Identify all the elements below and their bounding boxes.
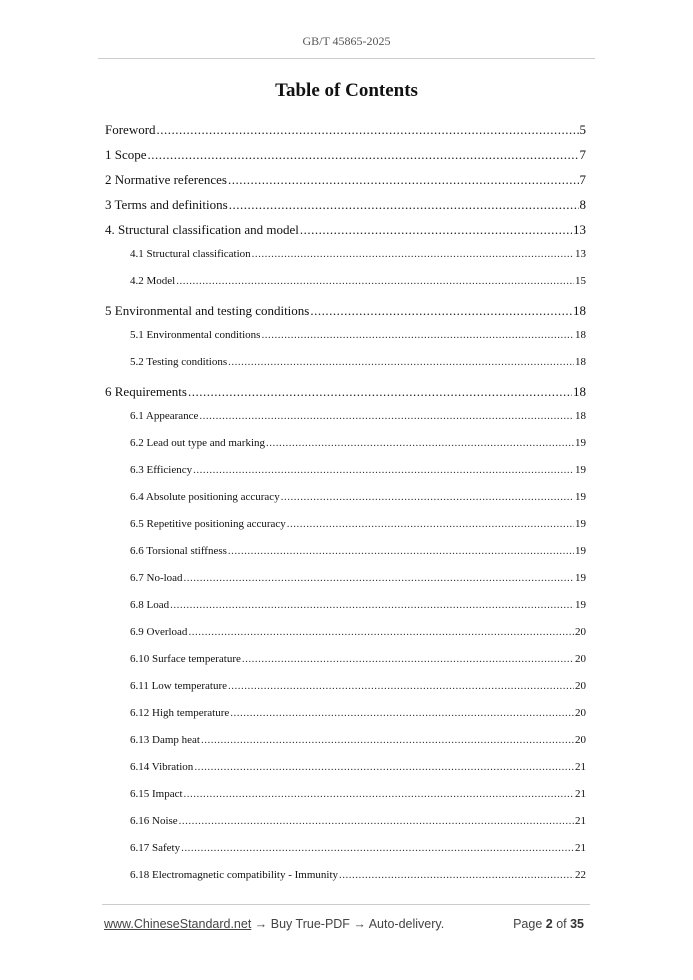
toc-entry-page: 19 [575, 436, 586, 449]
dot-leader [281, 491, 574, 503]
dot-leader [339, 869, 574, 881]
toc-entry-page: 18 [573, 383, 586, 399]
toc-entry-page: 5 [579, 121, 586, 137]
toc-entry[interactable] [105, 861, 586, 888]
toc-entry-page: 7 [579, 146, 586, 162]
website-link[interactable]: www.ChineseStandard.net [104, 917, 252, 931]
toc-entry[interactable] [105, 726, 586, 753]
toc-entry-label: 6.13 Damp heat [130, 733, 200, 746]
toc-entry[interactable] [105, 142, 586, 167]
toc-entry[interactable] [105, 807, 586, 834]
toc-entry[interactable] [105, 645, 586, 672]
current-page: 2 [545, 917, 553, 931]
toc-entry[interactable] [105, 780, 586, 807]
toc-entry[interactable] [105, 348, 586, 375]
dot-leader [148, 147, 579, 163]
toc-entry-label: 6.15 Impact [130, 787, 183, 800]
toc-entry-page: 21 [575, 814, 586, 827]
page-title: Table of Contents [275, 80, 418, 101]
dot-leader [261, 329, 574, 341]
toc-entry-label: 6.11 Low temperature [130, 679, 228, 692]
toc-entry-label: 6.18 Electromagnetic compatibility - Immunity [130, 868, 339, 881]
dot-leader [193, 464, 574, 476]
of-label: of [552, 917, 571, 931]
toc-entry-label: 3 Terms and definitions [105, 196, 228, 212]
dot-leader [194, 761, 574, 773]
toc-entry-page: 20 [575, 706, 586, 719]
toc-entry[interactable] [105, 483, 586, 510]
toc-entry-page: 19 [575, 463, 586, 476]
toc-entry-label: 5.1 Environmental conditions [130, 328, 261, 341]
toc-entry[interactable] [105, 321, 586, 348]
dot-leader [228, 680, 574, 692]
toc-entry[interactable] [105, 699, 586, 726]
dot-leader [229, 197, 579, 213]
toc-entry-page: 18 [573, 302, 586, 318]
dot-leader [228, 172, 579, 188]
toc-entry-label: 6.1 Appearance [130, 409, 199, 422]
toc-entry-page: 15 [575, 274, 586, 287]
toc-entry-label: 6.17 Safety [130, 841, 181, 854]
toc-entry-label: 6.4 Absolute positioning accuracy [130, 490, 280, 503]
toc-entry[interactable] [105, 537, 586, 564]
toc-entry-page: 19 [575, 544, 586, 557]
toc-entry-label: 5.2 Testing conditions [130, 355, 228, 368]
toc-entry-label: 1 Scope [105, 146, 147, 162]
toc-entry-label: 6.10 Surface temperature [130, 652, 241, 665]
toc-entry-page: 7 [579, 171, 586, 187]
toc-entry-page: 13 [573, 221, 586, 237]
toc-entry[interactable] [105, 564, 586, 591]
toc-entry-page: 8 [579, 196, 586, 212]
toc-entry-page: 20 [575, 652, 586, 665]
toc-entry-page: 19 [575, 490, 586, 503]
dot-leader [184, 788, 574, 800]
toc-entry-label: 6.6 Torsional stiffness [130, 544, 227, 557]
toc-entry-page: 18 [575, 355, 586, 368]
toc-entry[interactable] [105, 217, 586, 242]
toc-entry[interactable] [105, 672, 586, 699]
toc-entry[interactable] [105, 591, 586, 618]
dot-leader [310, 303, 572, 319]
toc-entry-label: 6.12 High temperature [130, 706, 230, 719]
toc-entry[interactable] [105, 456, 586, 483]
dot-leader [184, 572, 574, 584]
dot-leader [242, 653, 574, 665]
toc-entry-page: 19 [575, 571, 586, 584]
toc-entry[interactable] [105, 402, 586, 429]
toc-entry-label: 6.16 Noise [130, 814, 178, 827]
toc-entry-page: 20 [575, 625, 586, 638]
dot-leader [230, 707, 574, 719]
page-indicator [513, 917, 584, 931]
toc-entry-page: 21 [575, 841, 586, 854]
toc-entry[interactable] [105, 834, 586, 861]
toc-entry-page: 20 [575, 679, 586, 692]
toc-entry-page: 18 [575, 409, 586, 422]
footer [104, 917, 584, 931]
toc-entry-page: 13 [575, 247, 586, 260]
toc-entry-label: 6.9 Overload [130, 625, 188, 638]
toc-entry[interactable] [105, 167, 586, 192]
dot-leader [188, 626, 574, 638]
dot-leader [170, 599, 574, 611]
toc-entry-label: 6.8 Load [130, 598, 170, 611]
total-pages: 35 [570, 917, 584, 931]
document-id-header: GB/T 45865-2025 [302, 34, 391, 48]
dot-leader [179, 815, 574, 827]
toc-entry-label: 6.7 No-load [130, 571, 183, 584]
dot-leader [176, 275, 574, 287]
dot-leader [157, 122, 579, 138]
table-of-contents [105, 117, 586, 888]
dot-leader [181, 842, 574, 854]
footer-divider [102, 904, 590, 905]
dot-leader [201, 734, 574, 746]
header-divider [98, 58, 595, 59]
toc-entry-label: 4.1 Structural classification [130, 247, 251, 260]
dot-leader [228, 545, 574, 557]
dot-leader [300, 222, 572, 238]
toc-entry-label: 6 Requirements [105, 383, 187, 399]
footer-text: → Buy True-PDF → Auto-delivery. [251, 917, 445, 931]
toc-entry-label: Foreword [105, 121, 156, 137]
toc-entry-page: 21 [575, 760, 586, 773]
toc-entry-page: 20 [575, 733, 586, 746]
toc-entry[interactable] [105, 429, 586, 456]
toc-entry-page: 21 [575, 787, 586, 800]
toc-entry-label: 6.5 Repetitive positioning accuracy [130, 517, 286, 530]
dot-leader [287, 518, 574, 530]
toc-entry[interactable] [105, 618, 586, 645]
toc-entry[interactable] [105, 379, 586, 404]
toc-entry-page: 19 [575, 598, 586, 611]
toc-entry-label: 6.2 Lead out type and marking [130, 436, 266, 449]
toc-entry-label: 6.14 Vibration [130, 760, 194, 773]
toc-entry-page: 18 [575, 328, 586, 341]
toc-entry-label: 5 Environmental and testing conditions [105, 302, 310, 318]
toc-entry-label: 2 Normative references [105, 171, 227, 187]
toc-entry[interactable] [105, 298, 586, 323]
toc-entry[interactable] [105, 117, 586, 142]
toc-entry[interactable] [105, 192, 586, 217]
dot-leader [199, 410, 574, 422]
dot-leader [252, 248, 574, 260]
toc-entry-label: 6.3 Efficiency [130, 463, 193, 476]
dot-leader [228, 356, 574, 368]
toc-entry-page: 19 [575, 517, 586, 530]
toc-entry-label: 4. Structural classification and model [105, 221, 299, 237]
page-label: Page [513, 917, 546, 931]
dot-leader [188, 384, 572, 400]
dot-leader [266, 437, 574, 449]
toc-entry[interactable] [105, 240, 586, 267]
toc-entry[interactable] [105, 510, 586, 537]
toc-entry[interactable] [105, 753, 586, 780]
toc-entry[interactable] [105, 267, 586, 294]
toc-entry-page: 22 [575, 868, 586, 881]
toc-entry-label: 4.2 Model [130, 274, 176, 287]
